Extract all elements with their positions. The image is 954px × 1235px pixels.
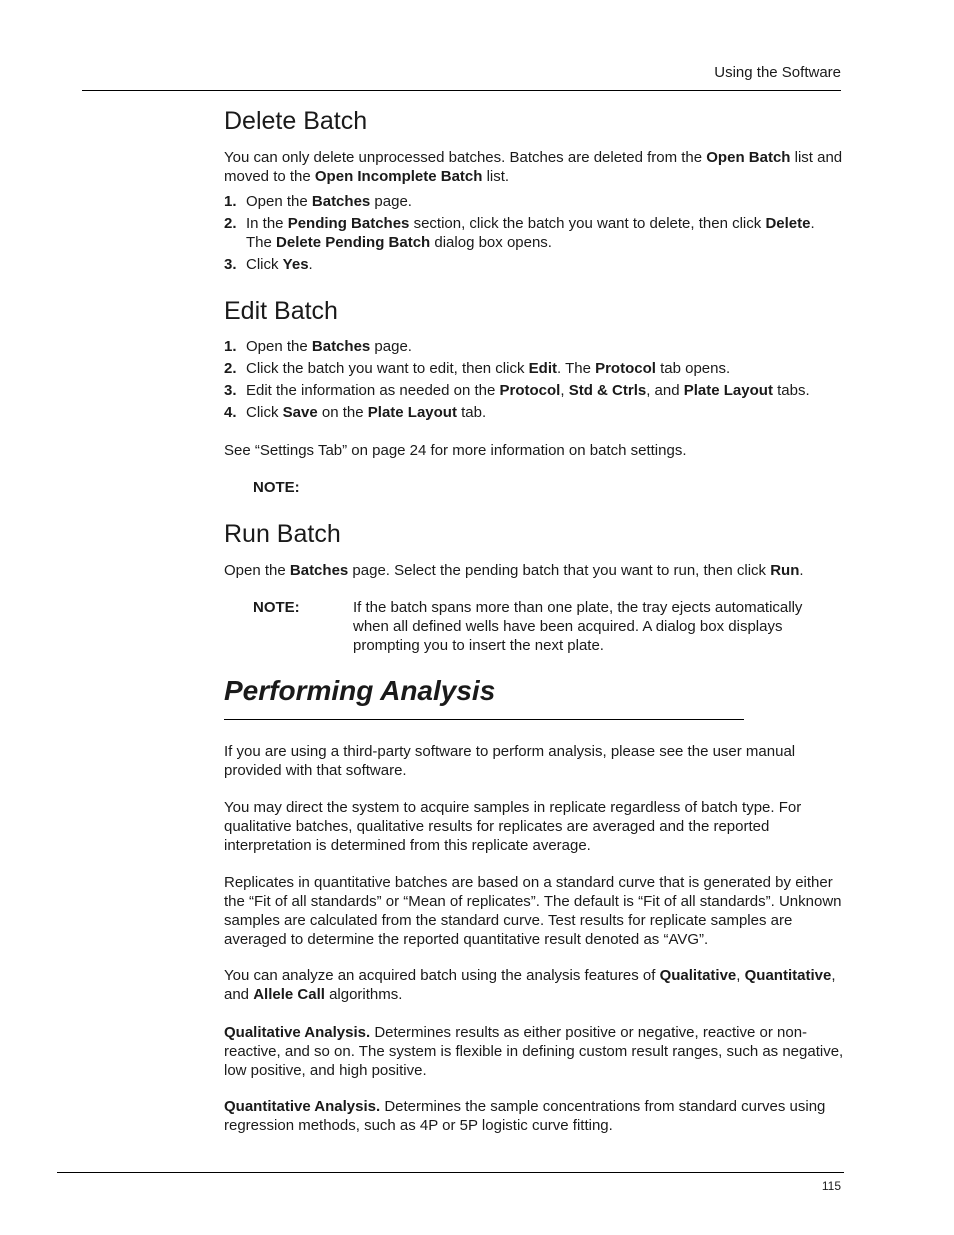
bold-term: Run bbox=[770, 562, 800, 579]
performing-analysis-heading: Performing Analysis bbox=[224, 675, 496, 706]
bold-term: Open Incomplete Batch bbox=[314, 168, 483, 185]
step-text bbox=[246, 382, 810, 399]
run-batch-intro bbox=[224, 561, 844, 580]
text-run: Click bbox=[246, 255, 283, 273]
text-run: In the bbox=[246, 215, 288, 232]
step-item bbox=[224, 404, 844, 423]
bold-term: Pending Batches bbox=[287, 215, 410, 232]
step-item bbox=[224, 215, 844, 252]
bold-term: Delete bbox=[765, 215, 811, 232]
text-run: on the bbox=[317, 404, 368, 421]
delete-batch-intro bbox=[224, 148, 844, 186]
text-run: . The bbox=[557, 360, 596, 377]
text-run: page. Select the pending batch that you want to run, then click bbox=[348, 562, 771, 579]
bold-term: Qualitative bbox=[659, 967, 737, 984]
bold-term: Batches bbox=[311, 193, 371, 210]
text-run: dialog box opens. bbox=[430, 233, 552, 251]
bold-term: Plate Layout bbox=[367, 404, 457, 421]
delete-batch-heading: Delete Batch bbox=[224, 107, 368, 135]
bold-term: Std & Ctrls bbox=[568, 382, 647, 399]
bold-term: Protocol bbox=[595, 360, 656, 377]
step-item bbox=[224, 382, 844, 401]
step-text bbox=[246, 338, 412, 355]
text-run: . The bbox=[246, 215, 815, 251]
text-run: tabs. bbox=[772, 382, 810, 399]
text-run: . bbox=[308, 255, 313, 273]
text-run: Click bbox=[246, 404, 283, 421]
text-run: . bbox=[799, 562, 804, 579]
step-item bbox=[224, 360, 844, 379]
text-run: algorithms. bbox=[324, 986, 403, 1003]
bold-term: Delete Pending Batch bbox=[276, 233, 431, 251]
quantitative-replicates-paragraph: Replicates in quantitative batches are based on a standard curve that is generated by either the “Fit of all standards” or “Mean of replicates”. The default is “Fit of all standards”. Unknown samples are calculated from the standard curve. Test results for replicate samples are averaged to determine the reported quantitative result denoted as “AVG”. bbox=[224, 874, 842, 948]
heading-rule bbox=[224, 719, 744, 720]
step-number: 3. bbox=[224, 255, 237, 273]
text-run: , bbox=[736, 967, 745, 984]
note-label: NOTE: bbox=[253, 479, 300, 496]
text-run: tab. bbox=[456, 404, 487, 421]
text-run: , and bbox=[646, 382, 684, 399]
running-header: Using the Software bbox=[714, 64, 841, 81]
text-run: Open the bbox=[246, 338, 312, 355]
qualitative-analysis-text: Determines results as either positive or negative, reactive or non-reactive, and so on. The system is flexible in defining custom result ranges, such as negative, low positive, and high positive. bbox=[224, 1024, 844, 1079]
step-text bbox=[246, 404, 486, 421]
bold-term: Plate Layout bbox=[683, 382, 773, 399]
step-number: 1. bbox=[224, 193, 237, 210]
text-run: Open the bbox=[246, 193, 312, 210]
text-run: You can only delete unprocessed batches. Batches are deleted from the bbox=[224, 149, 707, 166]
step-number: 1. bbox=[224, 338, 237, 355]
edit-batch-heading: Edit Batch bbox=[224, 297, 338, 325]
text-run: list. bbox=[482, 168, 510, 185]
step-item bbox=[224, 256, 844, 275]
qualitative-analysis-label: Qualitative Analysis. bbox=[224, 1024, 371, 1041]
step-number: 2. bbox=[224, 360, 237, 377]
step-number: 3. bbox=[224, 382, 237, 399]
footer-rule bbox=[57, 1172, 844, 1173]
step-number: 4. bbox=[224, 404, 237, 421]
bold-term: Save bbox=[282, 404, 318, 421]
header-rule bbox=[82, 90, 841, 91]
step-text bbox=[246, 193, 412, 210]
text-run: list and moved to the bbox=[224, 149, 843, 185]
note-label: NOTE: bbox=[253, 599, 300, 616]
bold-term: Batches bbox=[289, 562, 349, 579]
note-text: If the batch spans more than one plate, the tray ejects automatically when all defined wells have been acquired. A dialog box displays prompting you to insert the next plate. bbox=[353, 599, 803, 654]
text-run: , bbox=[560, 382, 569, 399]
third-party-paragraph: If you are using a third-party software to perform analysis, please see the user manual provided with that software. bbox=[224, 743, 796, 779]
step-text bbox=[246, 360, 730, 377]
text-run: , and bbox=[224, 967, 836, 1003]
bold-term: Protocol bbox=[499, 382, 561, 399]
text-run: Click the batch you want to edit, then click bbox=[246, 360, 529, 377]
text-run: Edit the information as needed on the bbox=[246, 382, 500, 399]
qualitative-analysis-paragraph bbox=[224, 1023, 844, 1080]
run-batch-heading: Run Batch bbox=[224, 520, 341, 548]
step-item bbox=[224, 193, 844, 212]
step-text bbox=[246, 256, 313, 273]
bold-term: Yes bbox=[282, 255, 309, 273]
quantitative-analysis-label: Quantitative Analysis. bbox=[224, 1098, 381, 1115]
step-text bbox=[246, 215, 815, 251]
text-run: Open the bbox=[224, 562, 290, 579]
text-run: You can analyze an acquired batch using the analysis features of bbox=[224, 967, 660, 984]
bold-term: Allele Call bbox=[253, 986, 325, 1003]
step-item bbox=[224, 338, 844, 357]
text-run: tab opens. bbox=[655, 360, 731, 377]
bold-term: Open Batch bbox=[706, 149, 791, 166]
quantitative-analysis-text: Determines the sample concentrations from standard curves using regression methods, such as 4P or 5P logistic curve fitting. bbox=[224, 1098, 826, 1134]
text-run: page. bbox=[370, 338, 412, 355]
step-number: 2. bbox=[224, 215, 237, 232]
delete-batch-steps bbox=[224, 193, 844, 278]
bold-term: Edit bbox=[528, 360, 557, 377]
text-run: section, click the batch you want to delete, then click bbox=[409, 215, 766, 232]
replicate-paragraph: You may direct the system to acquire samples in replicate regardless of batch type. For qualitative batches, qualitative results for replicates are averaged and the reported interpretation is determined from this replicate average. bbox=[224, 799, 802, 854]
bold-term: Quantitative bbox=[744, 967, 832, 984]
analysis-features-paragraph bbox=[224, 966, 844, 1004]
edit-batch-steps bbox=[224, 338, 844, 426]
bold-term: Batches bbox=[311, 338, 371, 355]
page-number: 115 bbox=[821, 1179, 841, 1193]
quantitative-analysis-paragraph bbox=[224, 1097, 844, 1135]
text-run: page. bbox=[370, 193, 412, 210]
settings-tab-reference: See “Settings Tab” on page 24 for more information on batch settings. bbox=[224, 442, 687, 459]
